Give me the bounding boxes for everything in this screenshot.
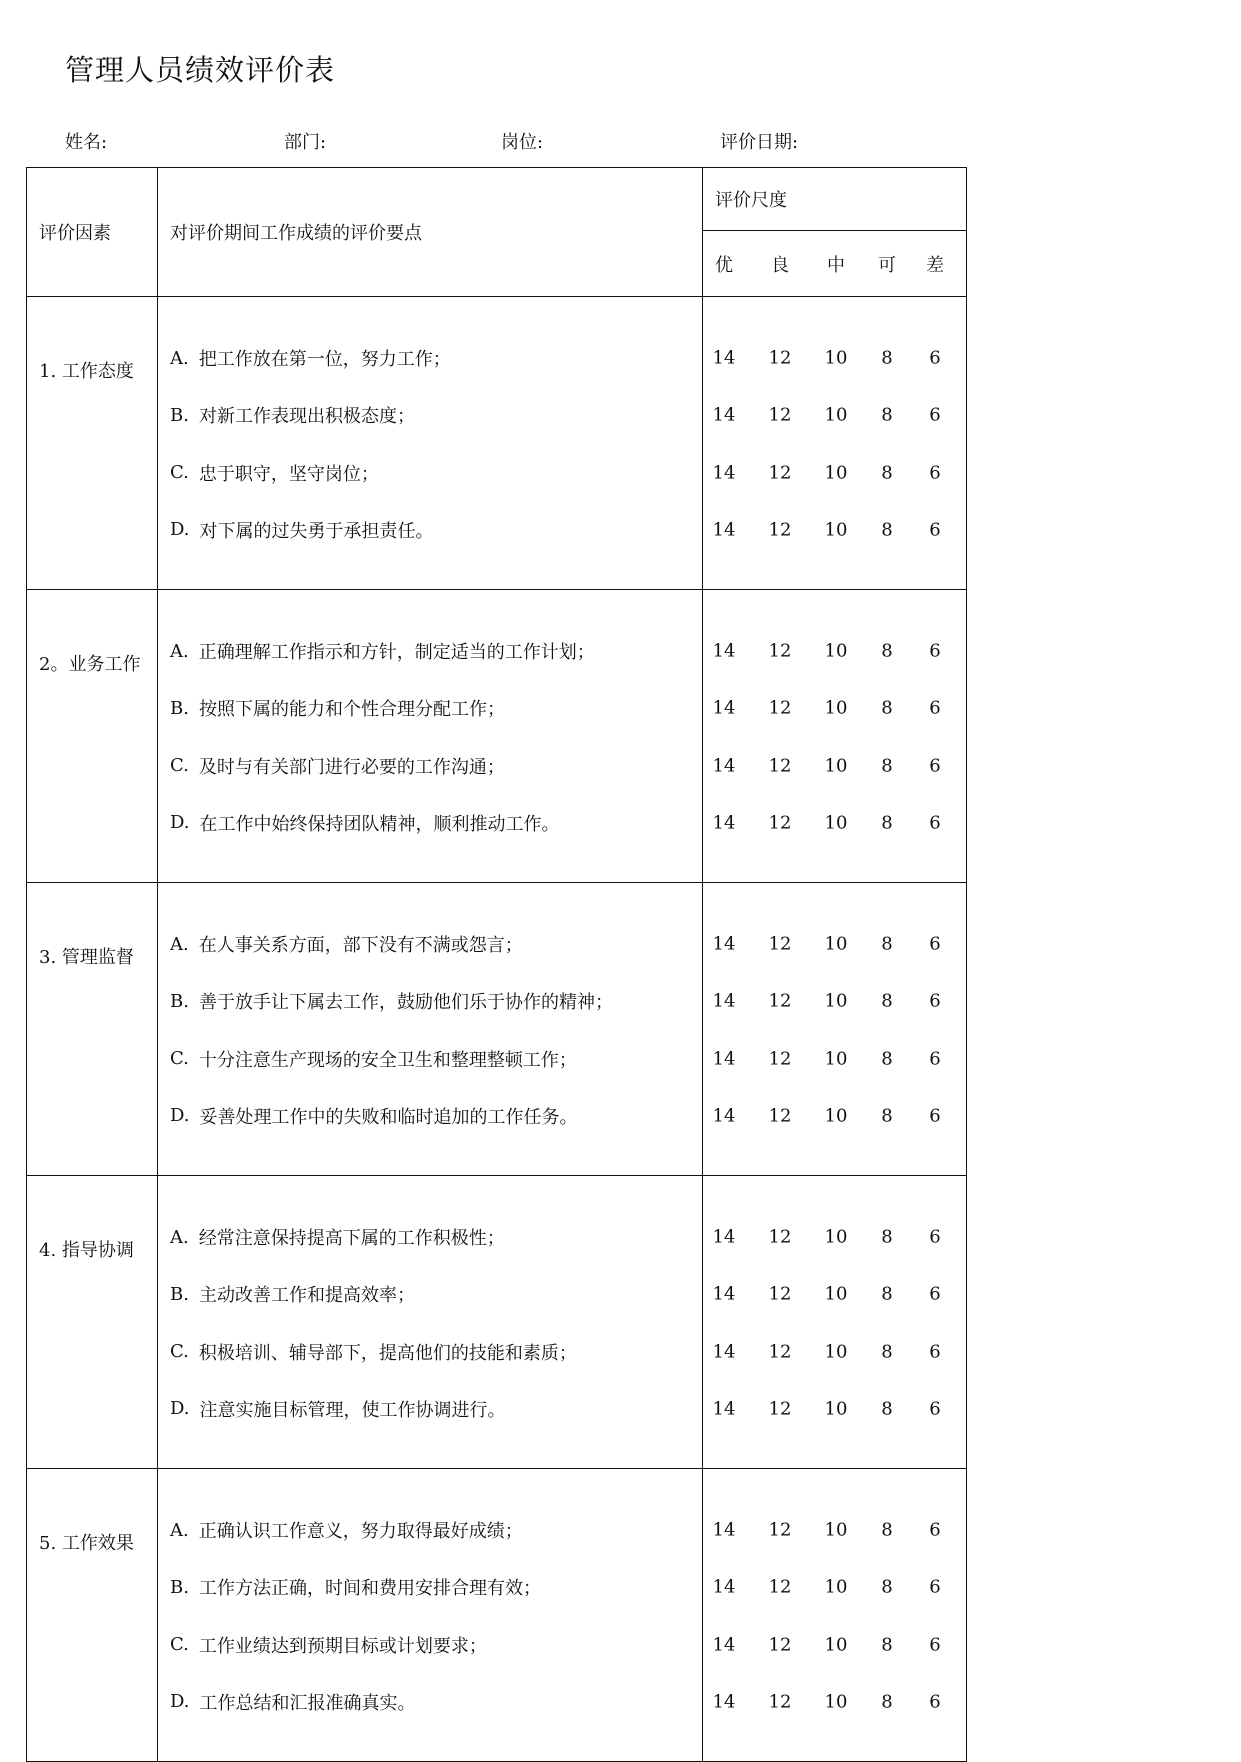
points-cell <box>158 297 703 590</box>
score-value: 12 <box>768 1226 792 1248</box>
score-value: 12 <box>768 1283 792 1305</box>
score-value: 8 <box>881 1341 893 1363</box>
header-points: 对评价期间工作成绩的评价要点 <box>158 168 703 297</box>
score-value: 14 <box>712 697 736 719</box>
score-value: 14 <box>712 1226 736 1248</box>
point-letter: A. <box>170 933 189 955</box>
score-value: 14 <box>712 519 736 541</box>
score-value: 14 <box>712 1634 736 1656</box>
point-text: 在人事关系方面，部下没有不满或怨言； <box>198 935 523 957</box>
factor-cell: 4. 指导协调 <box>27 1176 158 1469</box>
score-value: 6 <box>929 812 941 834</box>
score-value: 12 <box>768 755 792 777</box>
points-cell <box>158 1176 703 1469</box>
score-value: 8 <box>881 1576 893 1598</box>
point-letter: A. <box>170 347 189 369</box>
point-letter: A. <box>170 640 189 662</box>
score-value: 6 <box>929 404 941 426</box>
list-item <box>158 794 702 851</box>
point-text: 把工作放在第一位，努力工作； <box>198 349 451 371</box>
point-letter: C. <box>170 1341 189 1363</box>
point-letter: B. <box>170 1283 189 1305</box>
page-title: 管理人员绩效评价表 <box>65 53 336 87</box>
score-value: 10 <box>824 462 848 484</box>
score-value: 12 <box>768 404 792 426</box>
score-value: 12 <box>768 1105 792 1127</box>
score-value: 6 <box>929 1691 941 1713</box>
header-factor: 评价因素 <box>27 168 158 297</box>
table-row <box>27 1176 967 1469</box>
score-row <box>703 737 966 794</box>
score-row <box>703 794 966 851</box>
score-value: 6 <box>929 1105 941 1127</box>
points-cell <box>158 883 703 1176</box>
list-item <box>158 329 702 386</box>
point-letter: D. <box>170 1105 190 1127</box>
score-value: 8 <box>881 1519 893 1541</box>
score-value: 14 <box>712 640 736 662</box>
score-value: 12 <box>768 347 792 369</box>
list-item <box>158 444 702 501</box>
score-value: 6 <box>929 755 941 777</box>
list-item <box>158 973 702 1030</box>
score-row <box>703 1380 966 1437</box>
score-value: 8 <box>881 1283 893 1305</box>
list-item <box>158 1208 702 1265</box>
score-value: 12 <box>768 1519 792 1541</box>
scores-cell <box>703 1176 967 1469</box>
point-letter: B. <box>170 1576 189 1598</box>
score-value: 6 <box>929 1283 941 1305</box>
point-text: 主动改善工作和提高效率； <box>198 1285 415 1307</box>
factor-cell: 3. 管理监督 <box>27 883 158 1176</box>
point-text: 对新工作表现出积极态度； <box>198 406 415 428</box>
point-text: 积极培训、辅导部下，提高他们的技能和素质； <box>198 1342 577 1364</box>
level-good: 良 <box>771 254 789 276</box>
score-value: 8 <box>881 519 893 541</box>
level-average: 中 <box>827 254 845 276</box>
scores-cell <box>703 297 967 590</box>
list-item <box>158 1323 702 1380</box>
score-value: 12 <box>768 812 792 834</box>
score-value: 8 <box>881 1398 893 1420</box>
point-letter: D. <box>170 519 190 541</box>
score-value: 6 <box>929 640 941 662</box>
list-item <box>158 680 702 737</box>
score-value: 14 <box>712 933 736 955</box>
point-text: 按照下属的能力和个性合理分配工作； <box>198 699 505 721</box>
score-value: 12 <box>768 1048 792 1070</box>
score-row <box>703 444 966 501</box>
score-value: 6 <box>929 1226 941 1248</box>
score-value: 8 <box>881 1634 893 1656</box>
score-value: 8 <box>881 347 893 369</box>
score-value: 10 <box>824 1691 848 1713</box>
level-poor: 差 <box>926 254 944 276</box>
score-value: 10 <box>824 990 848 1012</box>
score-value: 6 <box>929 1576 941 1598</box>
score-row <box>703 1673 966 1730</box>
score-value: 6 <box>929 990 941 1012</box>
score-value: 10 <box>824 1341 848 1363</box>
score-value: 8 <box>881 1691 893 1713</box>
evaluation-date-label: 评价日期: <box>720 132 799 153</box>
score-value: 14 <box>712 1048 736 1070</box>
score-value: 12 <box>768 697 792 719</box>
score-value: 14 <box>712 1576 736 1598</box>
list-item <box>158 737 702 794</box>
score-row <box>703 1501 966 1558</box>
factor-cell: 2。业务工作 <box>27 590 158 883</box>
point-letter: C. <box>170 462 189 484</box>
point-letter: D. <box>170 812 190 834</box>
score-value: 10 <box>824 404 848 426</box>
score-row <box>703 915 966 972</box>
score-value: 10 <box>824 519 848 541</box>
points-cell <box>158 590 703 883</box>
point-letter: C. <box>170 1634 189 1656</box>
point-text: 忠于职守，坚守岗位； <box>198 463 379 485</box>
score-value: 6 <box>929 1341 941 1363</box>
position-label: 岗位: <box>501 132 544 153</box>
score-value: 8 <box>881 812 893 834</box>
list-item <box>158 1087 702 1144</box>
level-fair: 可 <box>878 254 896 276</box>
list-item <box>158 387 702 444</box>
point-text: 妥善处理工作中的失败和临时追加的工作任务。 <box>199 1106 578 1128</box>
score-value: 14 <box>712 404 736 426</box>
score-row <box>703 501 966 558</box>
point-text: 工作业绩达到预期目标或计划要求； <box>198 1635 487 1657</box>
score-value: 12 <box>768 462 792 484</box>
score-value: 10 <box>824 1048 848 1070</box>
table-row <box>27 590 967 883</box>
department-label: 部门: <box>284 132 327 153</box>
score-value: 14 <box>712 1398 736 1420</box>
score-value: 12 <box>768 640 792 662</box>
point-letter: A. <box>170 1519 189 1541</box>
score-value: 12 <box>768 990 792 1012</box>
list-item <box>158 1030 702 1087</box>
point-letter: D. <box>170 1691 190 1713</box>
point-text: 及时与有关部门进行必要的工作沟通； <box>198 756 505 778</box>
score-value: 10 <box>824 347 848 369</box>
score-value: 10 <box>824 1576 848 1598</box>
factor-cell: 5. 工作效果 <box>27 1469 158 1762</box>
score-value: 10 <box>824 812 848 834</box>
level-excellent: 优 <box>715 254 733 276</box>
score-value: 14 <box>712 1105 736 1127</box>
point-text: 在工作中始终保持团队精神，顺利推动工作。 <box>199 813 560 835</box>
point-text: 正确认识工作意义，努力取得最好成绩； <box>198 1521 523 1543</box>
list-item <box>158 622 702 679</box>
score-row <box>703 622 966 679</box>
score-value: 6 <box>929 933 941 955</box>
list-item <box>158 1616 702 1673</box>
score-row <box>703 1208 966 1265</box>
score-value: 14 <box>712 990 736 1012</box>
scores-cell <box>703 1469 967 1762</box>
factor-cell: 1. 工作态度 <box>27 297 158 590</box>
score-value: 14 <box>712 1283 736 1305</box>
score-row <box>703 1323 966 1380</box>
header-scale: 评价尺度 <box>703 168 966 231</box>
score-row <box>703 680 966 737</box>
scale-levels-row <box>703 231 966 296</box>
score-row <box>703 973 966 1030</box>
score-value: 6 <box>929 1519 941 1541</box>
score-value: 10 <box>824 1634 848 1656</box>
score-value: 6 <box>929 519 941 541</box>
score-value: 14 <box>712 462 736 484</box>
table-row <box>27 883 967 1176</box>
point-text: 善于放手让下属去工作，鼓励他们乐于协作的精神； <box>198 992 613 1014</box>
score-value: 14 <box>712 1519 736 1541</box>
score-value: 8 <box>881 404 893 426</box>
score-value: 8 <box>881 990 893 1012</box>
point-letter: C. <box>170 1048 189 1070</box>
score-value: 10 <box>824 1226 848 1248</box>
list-item <box>158 1559 702 1616</box>
score-value: 6 <box>929 1048 941 1070</box>
score-value: 12 <box>768 1576 792 1598</box>
table-header-row <box>27 168 967 297</box>
list-item <box>158 1266 702 1323</box>
point-letter: B. <box>170 990 189 1012</box>
point-letter: B. <box>170 404 189 426</box>
score-value: 8 <box>881 1105 893 1127</box>
score-value: 8 <box>881 1048 893 1070</box>
table-row <box>27 1469 967 1762</box>
list-item <box>158 1380 702 1437</box>
score-value: 10 <box>824 755 848 777</box>
score-value: 12 <box>768 1691 792 1713</box>
score-value: 8 <box>881 697 893 719</box>
score-value: 12 <box>768 933 792 955</box>
score-value: 14 <box>712 1341 736 1363</box>
score-row <box>703 1030 966 1087</box>
score-row <box>703 329 966 386</box>
score-value: 10 <box>824 1105 848 1127</box>
point-letter: D. <box>170 1398 190 1420</box>
score-value: 12 <box>768 519 792 541</box>
evaluation-table <box>26 167 967 1762</box>
score-value: 8 <box>881 1226 893 1248</box>
point-text: 正确理解工作指示和方针，制定适当的工作计划； <box>198 642 595 664</box>
point-text: 对下属的过失勇于承担责任。 <box>199 520 434 542</box>
score-value: 8 <box>881 755 893 777</box>
point-letter: A. <box>170 1226 189 1248</box>
score-value: 6 <box>929 462 941 484</box>
score-row <box>703 387 966 444</box>
point-text: 注意实施目标管理，使工作协调进行。 <box>199 1399 506 1421</box>
score-value: 10 <box>824 1398 848 1420</box>
score-row <box>703 1559 966 1616</box>
point-text: 工作方法正确，时间和费用安排合理有效； <box>198 1578 541 1600</box>
score-value: 10 <box>824 933 848 955</box>
score-value: 12 <box>768 1634 792 1656</box>
point-letter: C. <box>170 755 189 777</box>
score-row <box>703 1266 966 1323</box>
score-value: 14 <box>712 812 736 834</box>
score-value: 6 <box>929 1634 941 1656</box>
scores-cell <box>703 883 967 1176</box>
table-row <box>27 297 967 590</box>
score-value: 12 <box>768 1398 792 1420</box>
points-cell <box>158 1469 703 1762</box>
list-item <box>158 501 702 558</box>
score-value: 6 <box>929 697 941 719</box>
score-value: 14 <box>712 755 736 777</box>
score-value: 8 <box>881 640 893 662</box>
point-text: 经常注意保持提高下属的工作积极性； <box>198 1228 505 1250</box>
score-value: 10 <box>824 697 848 719</box>
score-row <box>703 1087 966 1144</box>
score-value: 6 <box>929 1398 941 1420</box>
score-value: 10 <box>824 1519 848 1541</box>
point-letter: B. <box>170 697 189 719</box>
scores-cell <box>703 590 967 883</box>
score-value: 14 <box>712 347 736 369</box>
name-label: 姓名: <box>65 132 108 153</box>
score-value: 12 <box>768 1341 792 1363</box>
list-item <box>158 1501 702 1558</box>
point-text: 十分注意生产现场的安全卫生和整理整顿工作； <box>198 1049 577 1071</box>
score-value: 6 <box>929 347 941 369</box>
score-value: 8 <box>881 462 893 484</box>
score-row <box>703 1616 966 1673</box>
score-value: 10 <box>824 1283 848 1305</box>
score-value: 10 <box>824 640 848 662</box>
list-item <box>158 1673 702 1730</box>
score-value: 8 <box>881 933 893 955</box>
score-value: 14 <box>712 1691 736 1713</box>
list-item <box>158 915 702 972</box>
header-scale-cell <box>703 168 967 297</box>
point-text: 工作总结和汇报准确真实。 <box>199 1692 416 1714</box>
